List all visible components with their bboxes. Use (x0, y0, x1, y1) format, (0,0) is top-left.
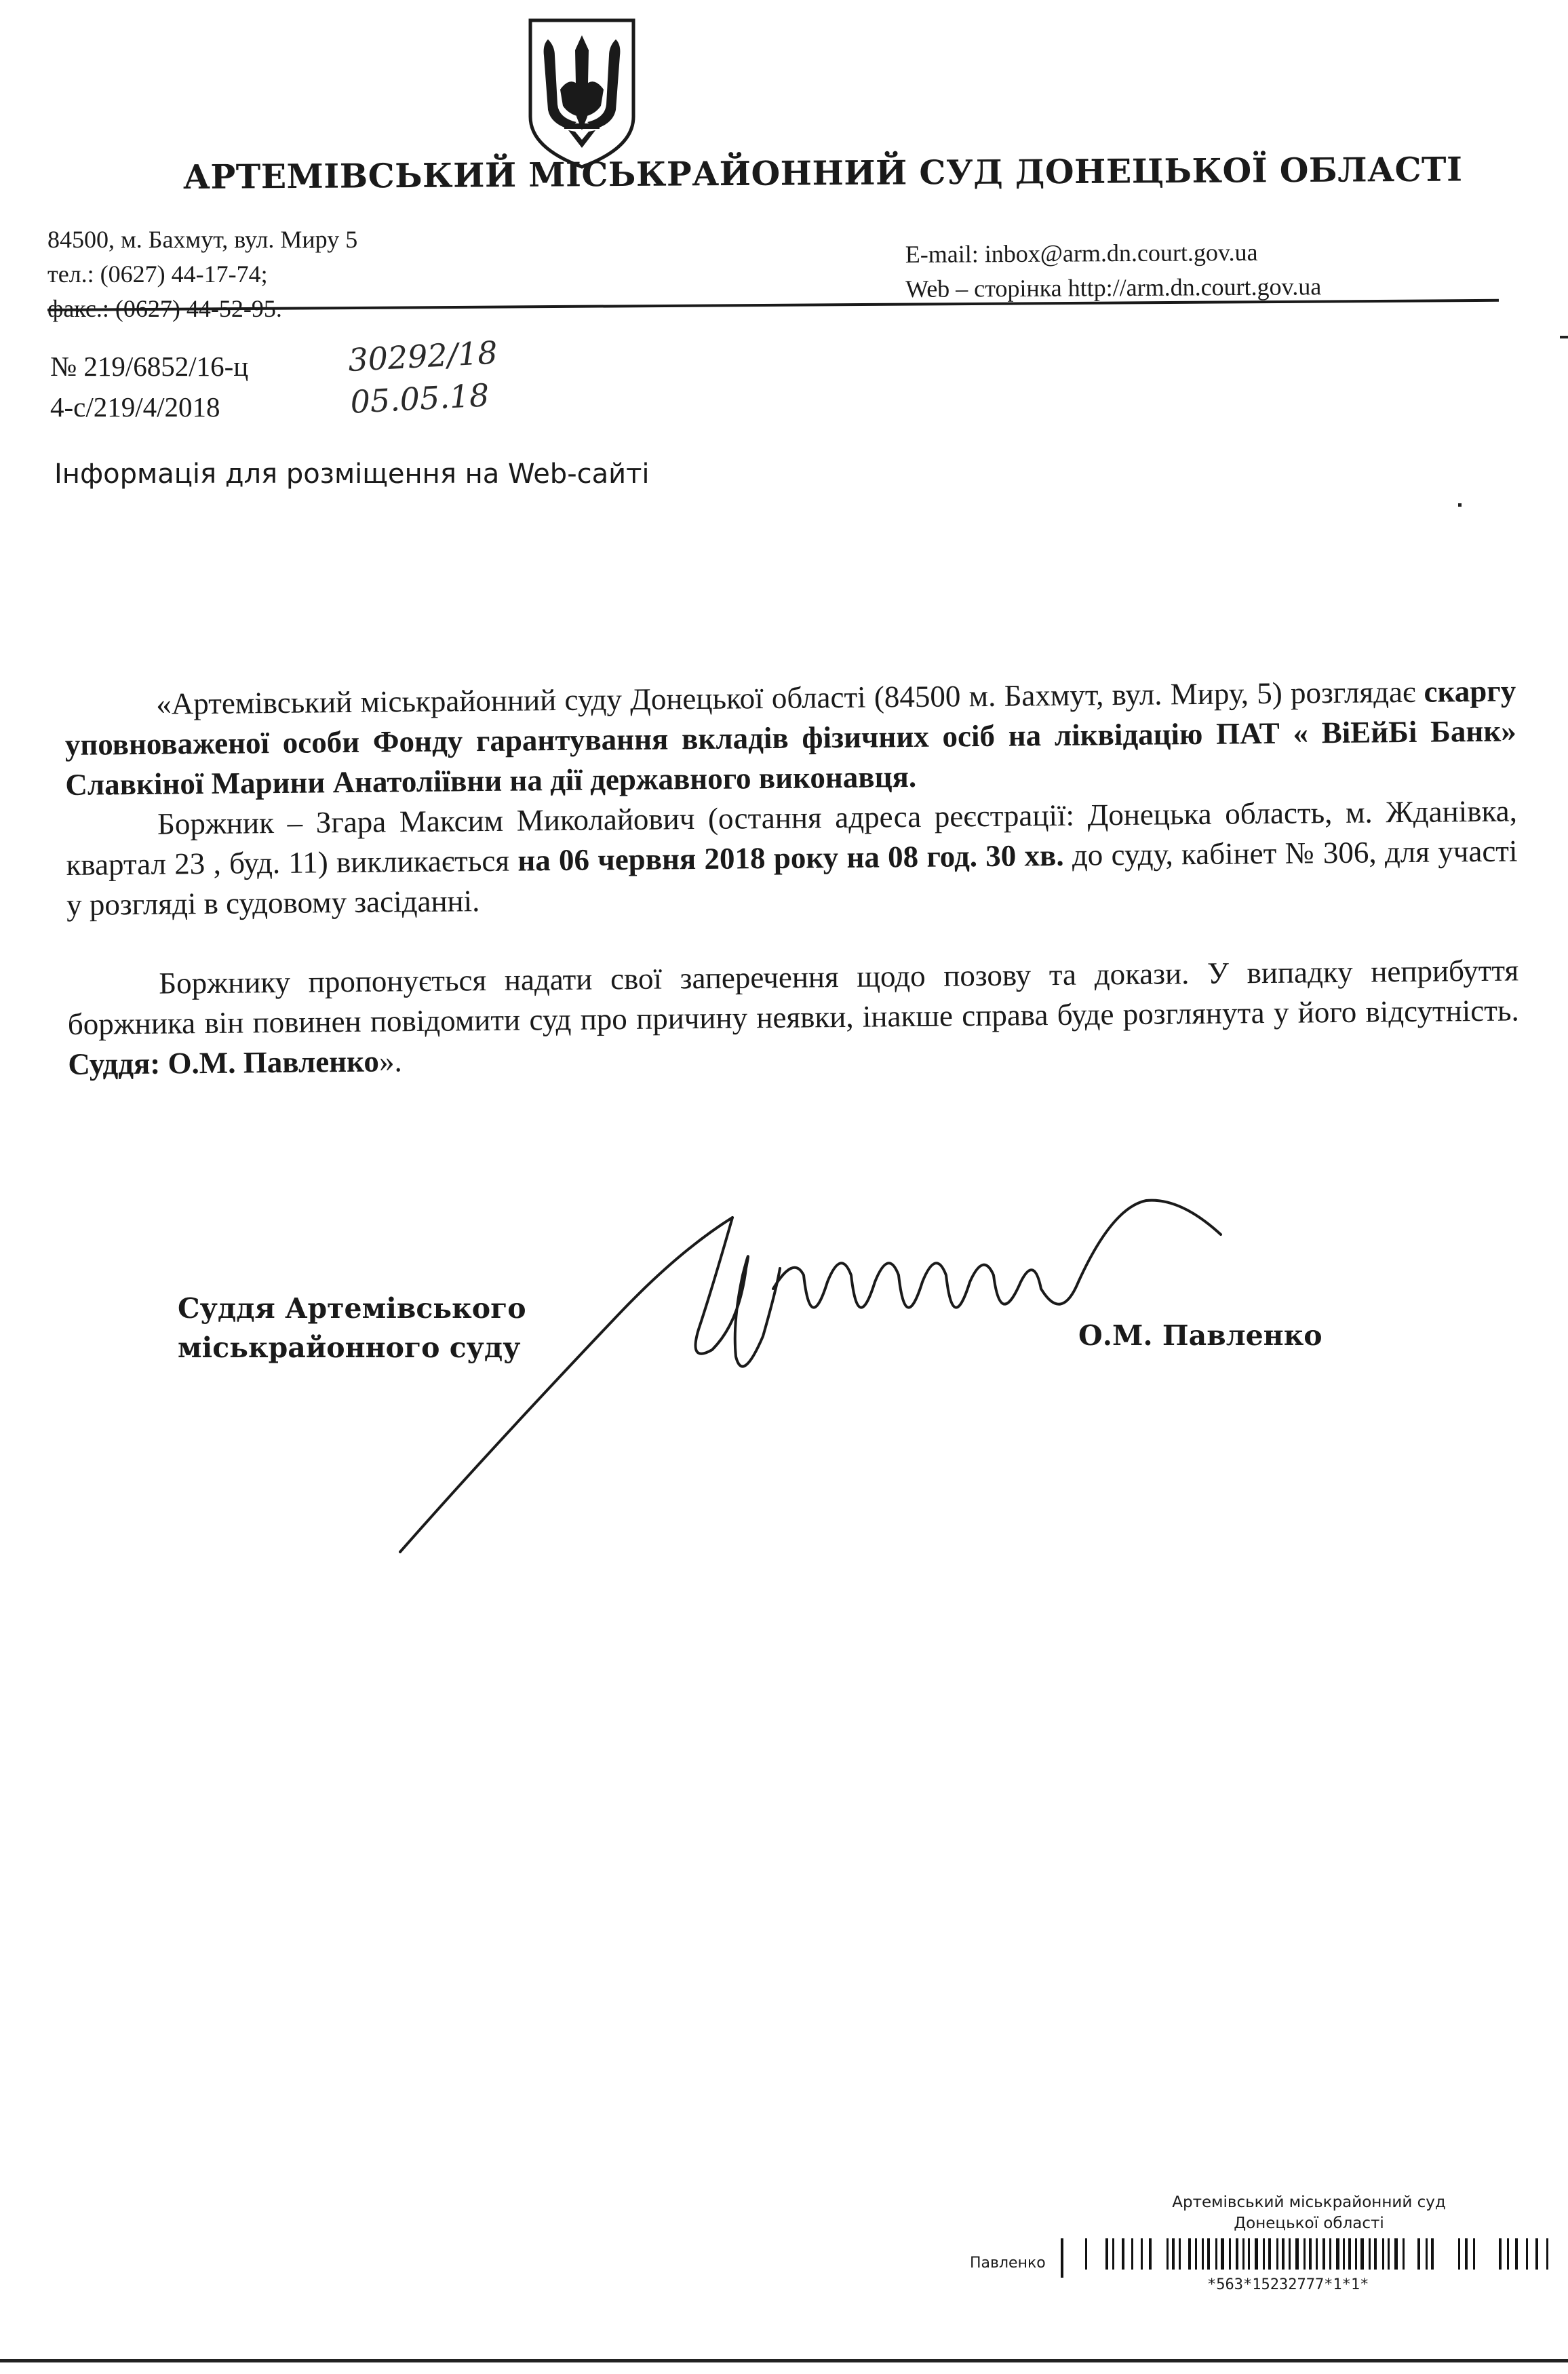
court-email: E-mail: inbox@arm.dn.court.gov.ua (905, 238, 1258, 269)
notice-body (64, 671, 1520, 1085)
court-website: Web – сторінка http://arm.dn.court.gov.ua (905, 273, 1322, 303)
p1-bold: скаргу уповноваженої особи Фонду гарантування вкладів фізичних осіб на ліквідацію ПАТ « ВіЕйБі Банк» Славкіної Марини Анатоліївни на дії державного виконавця. (64, 674, 1516, 802)
court-fax: факс.: (0627) 44-52-95. (47, 295, 282, 322)
handwritten-outgoing-number: 30292/18 (347, 334, 498, 379)
notice-paragraph-1 (64, 671, 1517, 805)
p3-text: Боржнику пропонується надати свої заперечення щодо позову та докази. У випадку неприбуття боржника він повинен повідомити суд про причину неявки, інакше справа буде розглянута у його відсутність. (67, 953, 1519, 1041)
signatory-title-line-1: Суддя Артемівського (178, 1292, 526, 1325)
registration-stamp (1146, 2192, 1472, 2234)
scan-speck (1458, 503, 1462, 507)
trident-coat-of-arms-icon (521, 15, 643, 171)
barcode-icon (1058, 2238, 1560, 2278)
handwritten-signature (393, 1187, 1248, 1574)
info-title: Інформація для розміщення на Web-сайті (54, 459, 650, 490)
judge-mention: Суддя: О.М. Павленко (68, 1044, 380, 1081)
handwritten-date: 05.05.18 (349, 376, 490, 421)
proceeding-number: 4-с/219/4/2018 (50, 391, 220, 423)
handwritten-registration (347, 332, 501, 423)
signatory-name: О.М. Павленко (1078, 1319, 1322, 1352)
scan-bottom-edge (0, 2359, 1568, 2362)
barcode-label: Павленко (970, 2255, 1046, 2272)
court-name: АРТЕМІВСЬКИЙ МІСЬКРАЙОННИЙ СУД ДОНЕЦЬКОЇ ОБЛАСТІ (182, 149, 1463, 197)
p3-text-end: ». (378, 1044, 402, 1078)
scan-edge-mark (1560, 336, 1568, 338)
barcode-number: *563*15232777*1*1* (1207, 2276, 1369, 2293)
notice-paragraph-2 (66, 791, 1518, 925)
court-contacts-right (905, 235, 1322, 307)
stamp-court-line-2: Донецької області (1234, 2215, 1384, 2232)
p2-text: Боржник – Згара Максим Миколайович (остання адреса реєстрації: Донецька область, м. Жданівка, квартал 23 , буд. 11) викликається (66, 794, 1518, 882)
hearing-datetime: на 06 червня 2018 року на 08 год. 30 хв. (517, 838, 1064, 878)
stamp-court-line-1: Артемівський міськрайонний суд (1172, 2194, 1446, 2211)
notice-paragraph-3 (67, 950, 1520, 1085)
court-address: 84500, м. Бахмут, вул. Миру 5 (47, 226, 358, 253)
document-references (50, 346, 248, 427)
court-phone: тел.: (0627) 44-17-74; (47, 260, 268, 288)
p2-text-end: до суду, кабінет № 306, для участі у розгляді в судовому засіданні. (66, 834, 1518, 922)
signatory-title-line-2: міськрайонного суду (178, 1331, 521, 1364)
case-number: № 219/6852/16-ц (50, 351, 249, 382)
p1-text: «Артемівський міськрайонний суду Донецької області (84500 м. Бахмут, вул. Миру, 5) розглядає (156, 674, 1424, 721)
